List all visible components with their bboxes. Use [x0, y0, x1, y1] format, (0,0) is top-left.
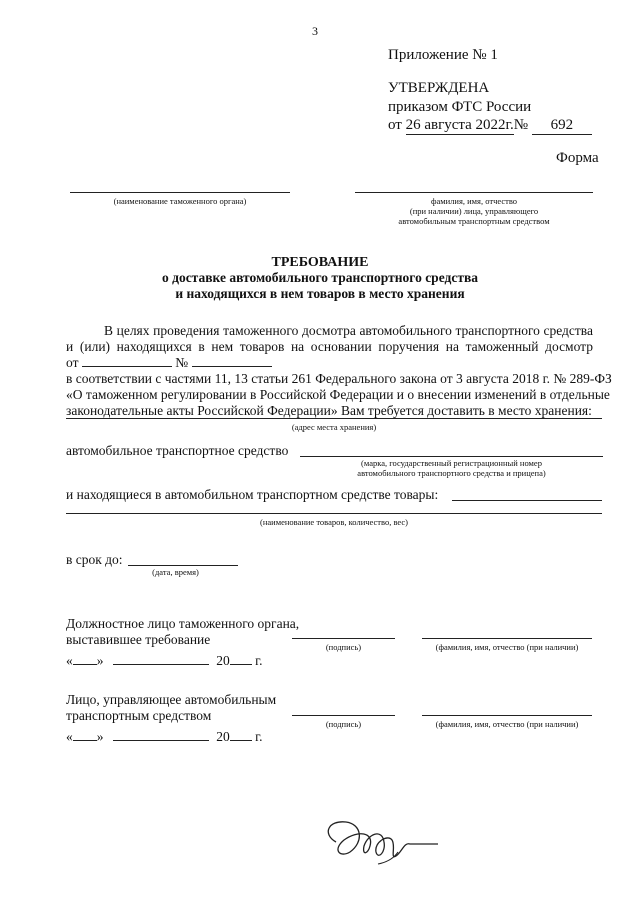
storage-address-line	[66, 418, 602, 419]
vehicle-label: автомобильное транспортное средство	[66, 443, 289, 458]
vehicle-caption	[300, 458, 603, 478]
quote-close: »	[96, 653, 104, 668]
deadline-line	[128, 565, 238, 566]
customs-body-caption: (наименование таможенного органа)	[113, 196, 247, 206]
quote-close: »	[96, 729, 104, 744]
number-prefix: №	[513, 117, 529, 133]
driver-signature-line	[292, 715, 395, 716]
customs-body-line	[70, 192, 290, 193]
caption-line: автомобильного транспортного средства и прицепа)	[357, 468, 546, 478]
deadline-label: в срок до:	[66, 552, 123, 567]
quote-open: «	[66, 653, 73, 668]
year-prefix: 20	[216, 729, 230, 744]
approved-title: УТВЕРЖДЕНА	[388, 80, 490, 96]
approved-number: 692	[532, 117, 592, 135]
page-number: 3	[312, 24, 318, 38]
date-prefix: от	[388, 117, 402, 133]
approved-by: приказом ФТС России	[388, 99, 532, 115]
approved-date-line	[388, 117, 592, 135]
doc-title: ТРЕБОВАНИЕ	[271, 255, 369, 270]
paragraph-line: законодательные акты Российской Федерации» Вам требуется доставить в место хранения:	[66, 403, 592, 418]
caption-line: фамилия, имя, отчество	[430, 196, 518, 206]
driver-name-line	[422, 715, 592, 716]
quote-open: «	[66, 729, 73, 744]
driver-name-caption: (фамилия, имя, отчество (при наличии)	[435, 719, 579, 729]
goods-line-1	[452, 500, 602, 501]
paragraph-line: В целях проведения таможенного досмотра автомобильного транспортного средства	[104, 323, 593, 338]
goods-caption: (наименование товаров, количество, вес)	[260, 517, 408, 527]
storage-address-caption: (адрес места хранения)	[291, 422, 377, 432]
body-paragraph	[66, 323, 612, 419]
label-line: Должностное лицо таможенного органа,	[66, 616, 300, 631]
goods-label: и находящиеся в автомобильном транспортном средстве товары:	[66, 487, 439, 502]
paragraph-line: в соответствии с частями 11, 13 статьи 261 Федерального закона от 3 августа 2018 г. № 289-ФЗ	[66, 371, 612, 386]
paragraph-line: и (или) находящихся в нем товаров на основании поручения на таможенный досмотр	[66, 339, 593, 354]
vehicle-line	[300, 456, 603, 457]
subtitle-line: и находящихся в нем товаров в место хранения	[175, 286, 465, 301]
approved-date: 26 августа 2022г.	[405, 117, 514, 133]
from-label: от	[66, 355, 79, 370]
appendix-label: Приложение № 1	[388, 47, 498, 63]
handwritten-signature	[318, 812, 448, 872]
driver-name-caption	[355, 196, 593, 226]
caption-line: (марка, государственный регистрационный номер	[361, 458, 542, 468]
year-prefix: 20	[216, 653, 230, 668]
official-date-line	[66, 653, 263, 669]
official-signature-caption: (подпись)	[325, 642, 362, 652]
subtitle-line: о доставке автомобильного транспортного средства	[161, 270, 479, 285]
driver-name-line	[355, 192, 593, 193]
doc-subtitle	[0, 270, 640, 302]
form-label: Форма	[556, 150, 599, 166]
official-signature-line	[292, 638, 395, 639]
year-suffix: г.	[255, 729, 263, 744]
label-line: выставившее требование	[66, 632, 211, 647]
official-name-line	[422, 638, 592, 639]
caption-line: (при наличии) лица, управляющего	[409, 206, 539, 216]
number-label: №	[175, 355, 189, 370]
goods-line-2	[66, 513, 602, 514]
deadline-caption: (дата, время)	[152, 567, 199, 577]
caption-line: автомобильным транспортным средством	[398, 216, 550, 226]
official-name-caption: (фамилия, имя, отчество (при наличии)	[435, 642, 579, 652]
order-ref-line	[66, 355, 593, 371]
official-label	[66, 616, 299, 648]
label-line: транспортным средством	[66, 708, 212, 723]
year-suffix: г.	[255, 653, 263, 668]
label-line: Лицо, управляющее автомобильным	[66, 692, 277, 707]
paragraph-line: «О таможенном регулировании в Российской Федерации и о внесении изменений в отдельные	[66, 387, 610, 402]
driver-date-line	[66, 729, 263, 745]
driver-label	[66, 692, 276, 724]
driver-signature-caption: (подпись)	[325, 719, 362, 729]
